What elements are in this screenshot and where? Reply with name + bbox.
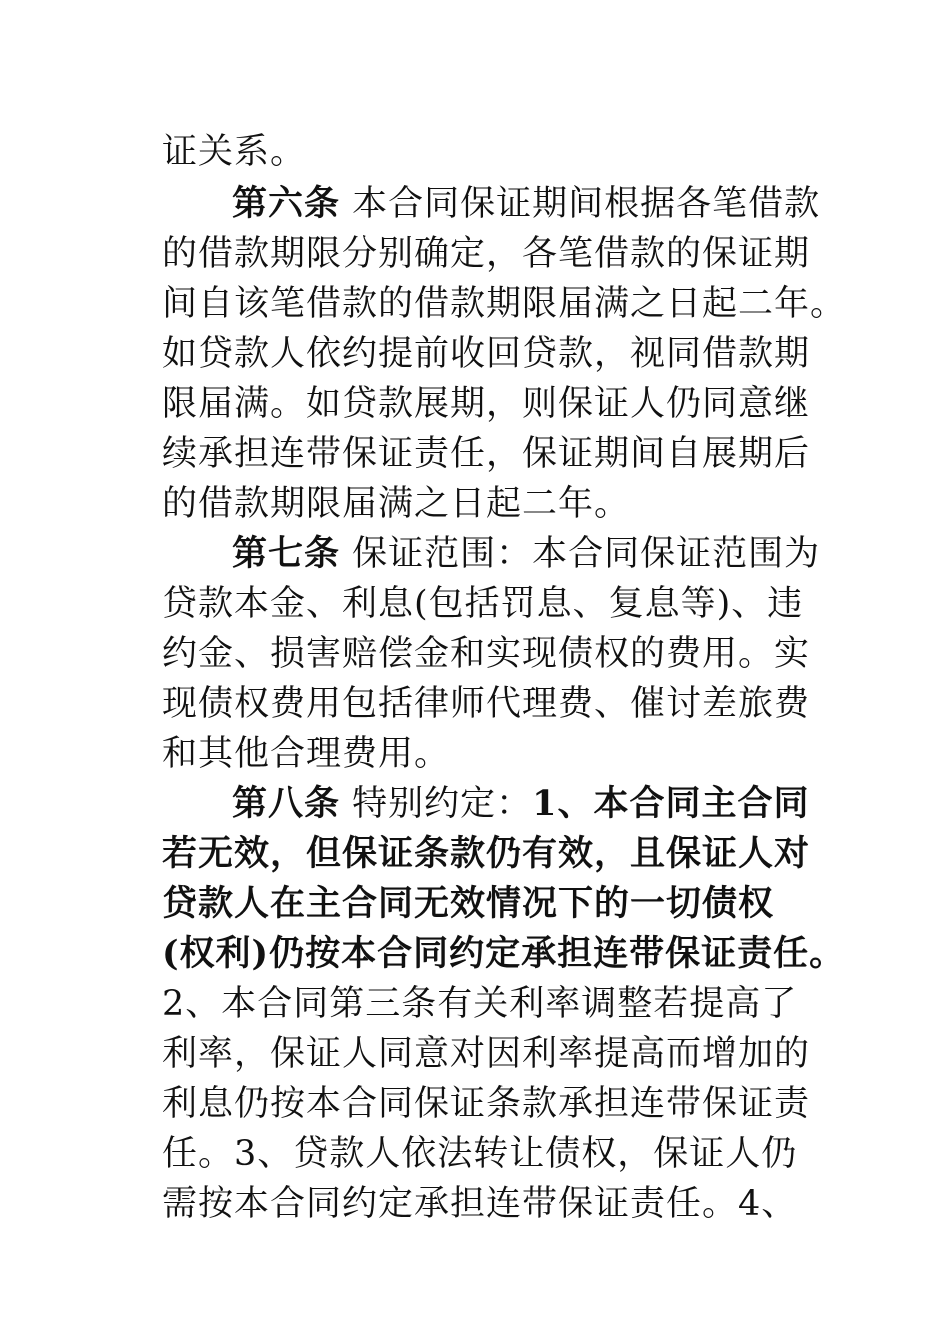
text-run: 的借款期限届满之日起二年。 [162,484,631,524]
text-run: 的借款期限分别确定，各笔借款的保证期 [162,234,811,274]
text-line [162,580,803,628]
text-run: 利率，保证人同意对因利率提高而增加的 [162,1034,811,1074]
text-run: 间自该笔借款的借款期限届满之日起二年。 [162,284,847,324]
article-8-heading-line [232,780,810,828]
text-run: 需按本合同约定承担连带保证责任。4、 [162,1184,798,1224]
text-run: 特别约定： [340,784,533,824]
text-line [162,380,810,428]
article-number: 第八条 [232,783,341,824]
text-line [162,1030,810,1078]
text-line [162,1180,797,1228]
article-6-heading-line [232,180,820,228]
text-line [162,1130,797,1178]
text-run: 贷款本金、利息(包括罚息、复息等)、违 [162,584,804,624]
text-run: 如贷款人依约提前收回贷款，视同借款期 [162,334,811,374]
article-number: 第六条 [232,183,341,224]
text-run: 任。3、贷款人依法转让债权，保证人仍 [162,1134,798,1174]
text-run: 续承担连带保证责任，保证期间自展期后 [162,434,811,474]
text-line [162,730,450,778]
text-run: 约金、损害赔偿金和实现债权的费用。实 [162,634,811,674]
text-line [162,1080,810,1128]
text-line [162,128,306,176]
text-line [162,330,810,378]
text-run: 本合同保证期间根据各笔借款 [340,184,821,224]
text-run: 2、本合同第三条有关利率调整若提高了 [162,984,798,1024]
text-line [162,980,797,1028]
text-line [162,280,846,328]
text-run: 保证范围：本合同保证范围为 [340,534,821,574]
bold-text-line [162,930,845,978]
text-run: 限届满。如贷款展期，则保证人仍同意继 [162,384,811,424]
text-run: 和其他合理费用。 [162,734,451,774]
text-line [162,630,810,678]
text-run: 证关系。 [162,132,307,172]
text-run: 若无效，但保证条款仍有效，且保证人对 [162,833,811,874]
text-line [162,480,630,528]
text-line [162,680,810,728]
bold-text-line [162,880,774,928]
text-run: 利息仍按本合同保证条款承担连带保证责 [162,1084,811,1124]
text-line [162,430,810,478]
text-run: (权利)仍按本合同约定承担连带保证责任。 [162,933,846,974]
text-run: 现债权费用包括律师代理费、催讨差旅费 [162,684,811,724]
text-line [162,230,810,278]
bold-text-run: 1、本合同主合同 [532,783,810,824]
bold-text-line [162,830,810,878]
article-7-heading-line [232,530,820,578]
article-number: 第七条 [232,533,341,574]
text-run: 贷款人在主合同无效情况下的一切债权 [162,883,775,924]
